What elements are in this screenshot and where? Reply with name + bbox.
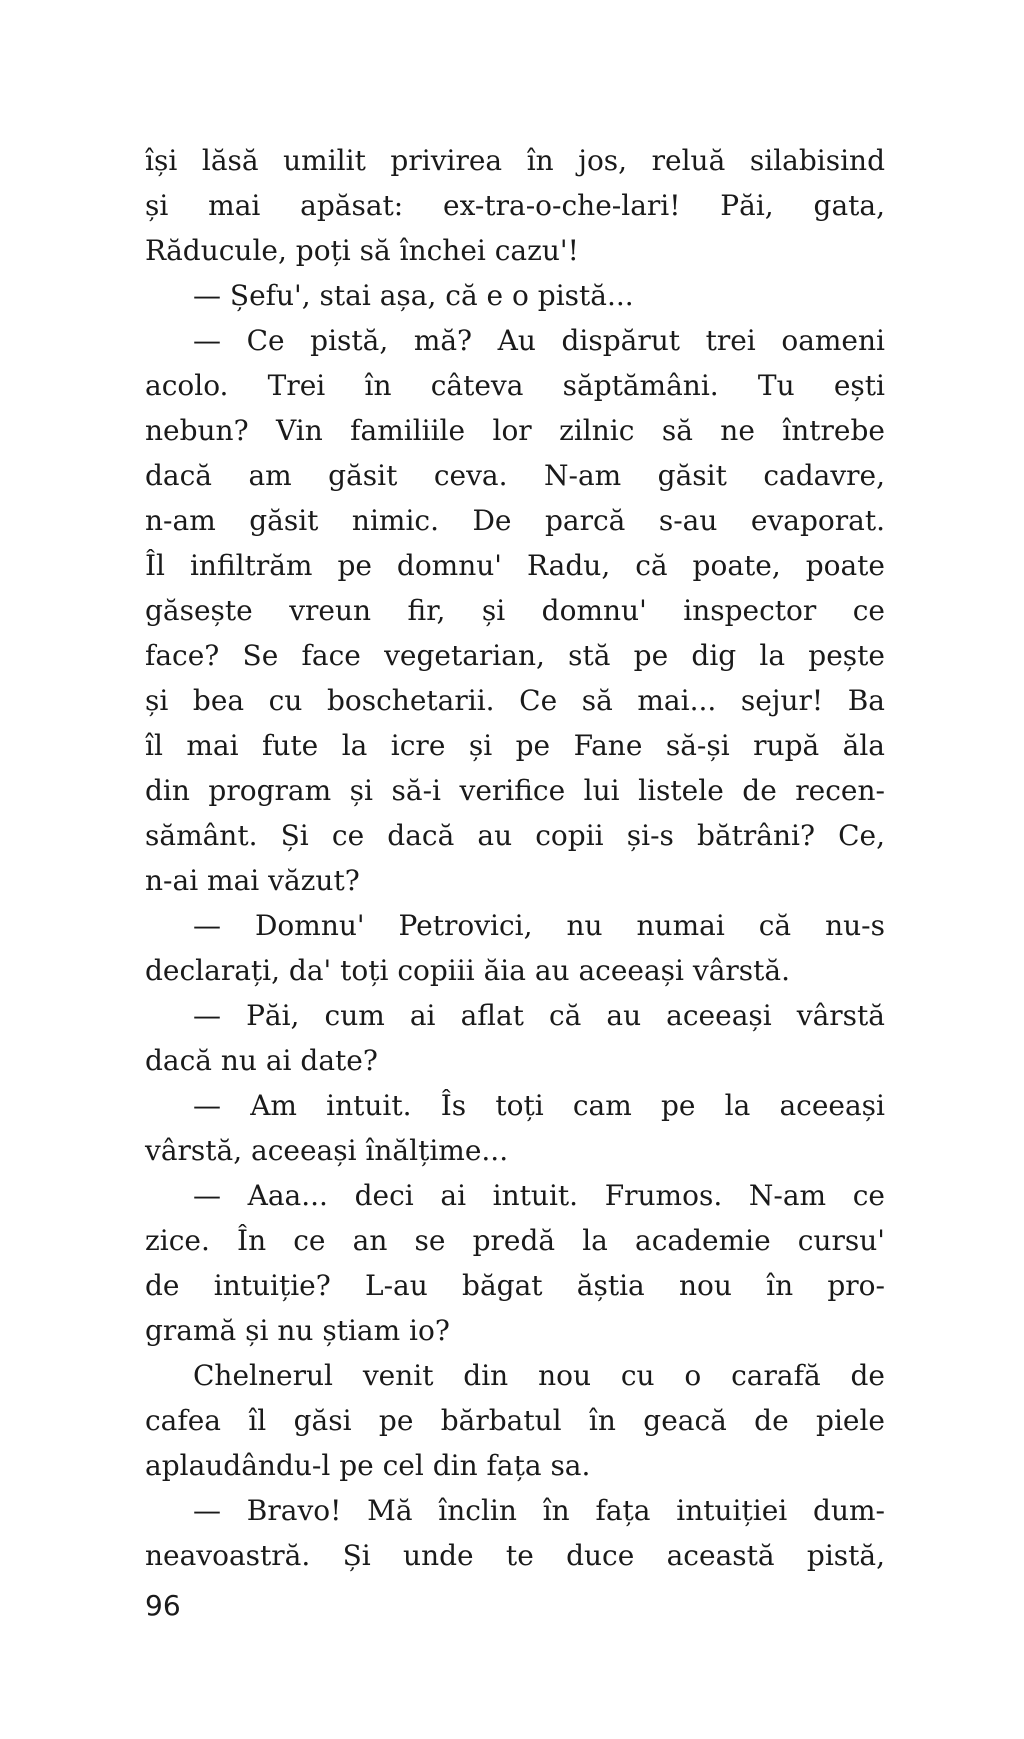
text-line: gramă și nu știam io? <box>145 1314 450 1347</box>
text-line: Îl infiltrăm pe domnu' Radu, că poate, poate <box>145 549 885 582</box>
text-line: aplaudându-l pe cel din fața sa. <box>145 1449 591 1482</box>
text-line: neavoastră. Și unde te duce această pistă, <box>145 1539 885 1572</box>
text-line: — Bravo! Mă înclin în fața intuiției dum- <box>193 1494 885 1527</box>
text-line: îl mai fute la icre și pe Fane să-și rupă ăla <box>145 729 885 762</box>
text-line: — Aaa... deci ai intuit. Frumos. N-am ce <box>193 1179 885 1212</box>
text-line: Chelnerul venit din nou cu o carafă de <box>193 1359 885 1392</box>
text-line: cafea îl găsi pe bărbatul în geacă de piele <box>145 1404 885 1437</box>
text-line: de intuiție? L-au băgat ăștia nou în pro- <box>145 1269 885 1302</box>
text-line: nebun? Vin familiile lor zilnic să ne întrebe <box>145 414 885 447</box>
text-line: își lăsă umilit privirea în jos, reluă silabisind <box>145 144 885 177</box>
text-line: găsește vreun fir, și domnu' inspector ce <box>145 594 885 627</box>
text-line: sământ. Și ce dacă au copii și-s bătrâni? Ce, <box>145 819 885 852</box>
text-line: Răducule, poți să închei cazu'! <box>145 234 579 267</box>
text-line: din program și să-i verifice lui listele de recen- <box>145 774 885 807</box>
text-line: — Am intuit. Îs toți cam pe la aceeași <box>193 1089 885 1122</box>
text-line: — Ce pistă, mă? Au dispărut trei oameni <box>193 324 885 357</box>
body-text <box>145 138 885 1578</box>
text-line: — Domnu' Petrovici, nu numai că nu-s <box>193 909 885 942</box>
text-line: acolo. Trei în câteva săptămâni. Tu ești <box>145 369 885 402</box>
text-line: n-ai mai văzut? <box>145 864 360 897</box>
text-line: declarați, da' toți copiii ăia au aceeași vârstă. <box>145 954 790 987</box>
text-line: — Șefu', stai așa, că e o pistă... <box>193 279 634 312</box>
text-line: face? Se face vegetarian, stă pe dig la pește <box>145 639 885 672</box>
text-line: n-am găsit nimic. De parcă s-au evaporat. <box>145 504 885 537</box>
page-number: 96 <box>145 1589 181 1622</box>
text-line: vârstă, aceeași înălțime... <box>145 1134 509 1167</box>
text-line: și bea cu boschetarii. Ce să mai... sejur! Ba <box>145 684 885 717</box>
text-line: dacă nu ai date? <box>145 1044 378 1077</box>
text-line: dacă am găsit ceva. N-am găsit cadavre, <box>145 459 885 492</box>
text-line: — Păi, cum ai aflat că au aceeași vârstă <box>193 999 885 1032</box>
text-line: zice. În ce an se predă la academie cursu' <box>145 1224 885 1257</box>
text-line: și mai apăsat: ex-tra-o-che-lari! Păi, gata, <box>145 189 885 222</box>
